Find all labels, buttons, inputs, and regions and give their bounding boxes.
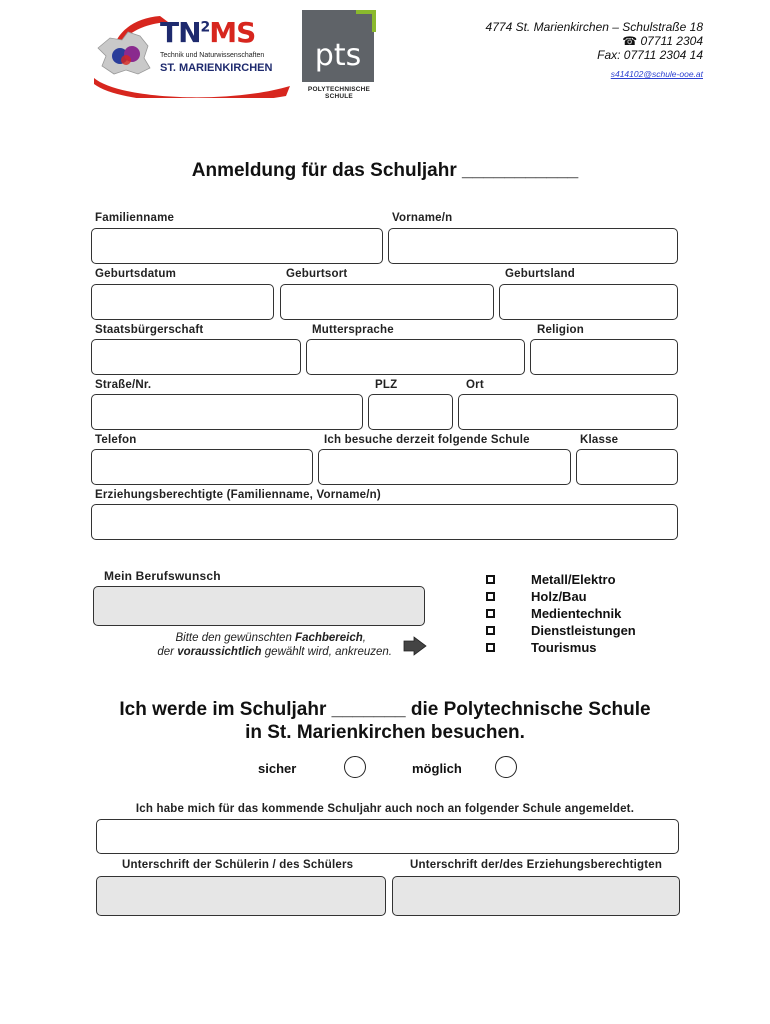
option-label: Metall/Elektro — [531, 572, 616, 587]
label-ort: Ort — [466, 379, 484, 391]
checkbox[interactable] — [486, 626, 495, 635]
label-telefon: Telefon — [95, 434, 137, 446]
label-signature-student: Unterschrift der Schülerin / des Schülers — [122, 859, 354, 871]
label-vorname: Vorname/n — [392, 212, 453, 224]
field-ort[interactable] — [458, 394, 678, 430]
field-plz[interactable] — [368, 394, 453, 430]
pts-logo-accent — [372, 10, 376, 32]
field-staatsbuergerschaft[interactable] — [91, 339, 301, 375]
field-signature-student[interactable] — [96, 876, 386, 916]
tnms-tagline: Technik und Naturwissenschaften — [160, 52, 265, 59]
berufswunsch-hint-line2: der voraussichtlich gewählt wird, ankreuzen. — [157, 646, 392, 658]
option-dienstleistungen[interactable] — [486, 623, 686, 640]
option-label: Holz/Bau — [531, 589, 587, 604]
address-phone: ☎ 07711 2304 — [622, 34, 703, 48]
checkbox[interactable] — [486, 643, 495, 652]
tnms-brand: $TN^2MS$ — [160, 16, 256, 49]
label-schule: Ich besuche derzeit folgende Schule — [324, 434, 530, 446]
label-signature-guardian: Unterschrift der/des Erziehungsberechtigten — [410, 859, 663, 871]
label-plz: PLZ — [375, 379, 398, 391]
field-religion[interactable] — [530, 339, 678, 375]
option-metall-elektro[interactable] — [486, 572, 686, 589]
radio-moeglich[interactable] — [495, 756, 517, 778]
address-email-link[interactable]: s414102@schule-ooe.at — [610, 69, 703, 79]
label-sicher: sicher — [258, 761, 297, 776]
label-geburtsort: Geburtsort — [286, 268, 348, 280]
option-medientechnik[interactable] — [486, 606, 686, 623]
label-geburtsland: Geburtsland — [505, 268, 575, 280]
option-label: Medientechnik — [531, 606, 622, 621]
field-vorname[interactable] — [388, 228, 678, 264]
field-strasse[interactable] — [91, 394, 363, 430]
label-klasse: Klasse — [580, 434, 619, 446]
pts-subtitle: POLYTECHNISCHE SCHULE — [307, 86, 371, 100]
tnms-logo — [90, 8, 295, 98]
address-fax: Fax: 07711 2304 14 — [597, 48, 703, 62]
option-holz-bau[interactable] — [486, 589, 686, 606]
address-street: 4774 St. Marienkirchen – Schulstraße 18 — [485, 20, 703, 34]
option-label: Tourismus — [531, 640, 597, 655]
checkbox[interactable] — [486, 592, 495, 601]
option-label: Dienstleistungen — [531, 623, 636, 638]
statement-line2: in St. Marienkirchen besuchen. — [245, 722, 525, 743]
radio-sicher[interactable] — [344, 756, 366, 778]
pts-brand: pts — [314, 38, 362, 73]
field-muttersprache[interactable] — [306, 339, 525, 375]
field-signature-guardian[interactable] — [392, 876, 680, 916]
field-erziehungsberechtigte[interactable] — [91, 504, 678, 540]
berufswunsch-hint-line1: Bitte den gewünschten Fachbereich, — [175, 632, 366, 644]
field-klasse[interactable] — [576, 449, 678, 485]
field-geburtsdatum[interactable] — [91, 284, 274, 320]
label-other-school: Ich habe mich für das kommende Schuljahr auch noch an folgender Schule angemeldet. — [135, 803, 635, 815]
label-strasse: Straße/Nr. — [95, 379, 152, 391]
field-geburtsort[interactable] — [280, 284, 494, 320]
option-tourismus[interactable] — [486, 640, 686, 657]
form-title: Anmeldung für das Schuljahr ___________ — [191, 160, 579, 181]
label-geburtsdatum: Geburtsdatum — [95, 268, 176, 280]
field-berufswunsch[interactable] — [93, 586, 425, 626]
tnms-location: ST. MARIENKIRCHEN — [160, 62, 273, 74]
field-familienname[interactable] — [91, 228, 383, 264]
pts-logo — [300, 8, 378, 100]
checkbox[interactable] — [486, 575, 495, 584]
label-familienname: Familienname — [95, 212, 175, 224]
arrow-right-icon — [402, 636, 428, 656]
field-other-school[interactable] — [96, 819, 679, 854]
field-telefon[interactable] — [91, 449, 313, 485]
label-muttersprache: Muttersprache — [312, 324, 394, 336]
label-berufswunsch: Mein Berufswunsch — [104, 569, 221, 583]
statement-line1: Ich werde im Schuljahr _______ die Polytechnische Schule — [119, 699, 651, 720]
label-religion: Religion — [537, 324, 584, 336]
label-staatsbuergerschaft: Staatsbürgerschaft — [95, 324, 204, 336]
label-moeglich: möglich — [412, 761, 462, 776]
label-erziehungsberechtigte: Erziehungsberechtigte (Familienname, Vorname/n) — [95, 489, 381, 501]
field-schule[interactable] — [318, 449, 571, 485]
checkbox[interactable] — [486, 609, 495, 618]
field-geburtsland[interactable] — [499, 284, 678, 320]
